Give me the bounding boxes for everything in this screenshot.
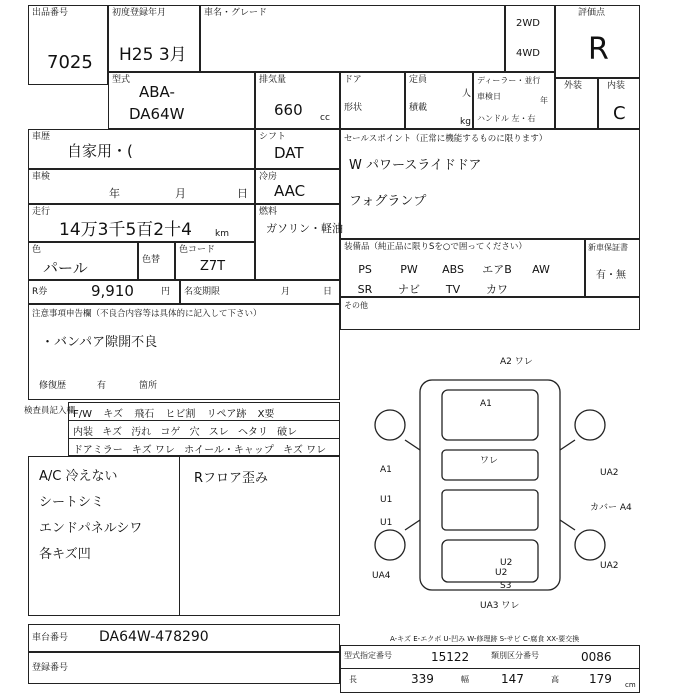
recycle-cell <box>28 280 180 304</box>
equipment-sr: SR <box>357 283 373 296</box>
car-body-outline <box>420 380 560 590</box>
equipment-pw: PW <box>400 263 418 276</box>
mark-a1-top: A1 <box>480 399 492 409</box>
hood-outline <box>442 390 538 440</box>
first-registration-label: 初度登録年月 <box>112 8 167 18</box>
repair-place: 箇所 <box>139 381 158 391</box>
spec-footer-divider <box>341 668 639 669</box>
inspector-wheel-crack: ワレ <box>306 445 327 456</box>
chassis-value: DA64W-478290 <box>99 629 209 645</box>
mileage-unit: km <box>215 229 229 239</box>
displacement-value: 660 <box>274 101 303 119</box>
mark-a1-left: A1 <box>380 465 392 475</box>
type-cell <box>108 72 255 129</box>
sales-point-cell <box>340 129 640 239</box>
model-grade-label: 車名・グレード <box>204 8 268 18</box>
dealer-cell <box>473 72 555 129</box>
inspector-comments <box>28 456 340 616</box>
inspector-divider-2 <box>69 438 339 439</box>
equipment-leather: カワ <box>486 283 508 296</box>
footer-label-a: 型式指定番号 <box>344 651 392 660</box>
comment-1: A/C 冷えない <box>39 469 118 484</box>
equipment-airbag: エアB <box>482 263 512 276</box>
equipment-tv: TV <box>445 283 461 296</box>
inspector-interior: 内装 <box>73 427 93 438</box>
mark-cover-a4: カバー A4 <box>590 503 632 513</box>
diagram-legend: A-キズ E-エクボ U-凹み W-修理跡 S-サビ C-腐食 XX-要交換 <box>390 635 580 643</box>
rear-outline <box>442 540 538 582</box>
mark-u2-b: U2 <box>500 558 513 568</box>
notes-item-1: ・バンパア隙開不良 <box>41 335 158 350</box>
drive-4wd: 4WD <box>516 48 540 59</box>
registration-cell <box>28 652 340 684</box>
footer-label-d: 幅 <box>461 675 469 684</box>
mark-u2: U2 <box>495 568 508 578</box>
equipment-abs: ABS <box>442 263 464 276</box>
first-registration-cell <box>108 5 200 72</box>
color-label: 色 <box>32 245 42 255</box>
footer-value-d: 147 <box>501 672 524 686</box>
comment-2: シートシミ <box>39 495 105 510</box>
inspection-day: 日 <box>237 187 248 200</box>
equipment-ps: PS <box>358 263 372 276</box>
comment-5: Rフロア歪み <box>194 471 269 486</box>
car-damage-diagram <box>350 350 640 620</box>
ac-cell <box>255 169 340 204</box>
door-shape-cell <box>340 72 405 129</box>
inspection-month: 月 <box>175 187 186 200</box>
new-car-warranty-cell <box>585 239 640 297</box>
inspector-wheel-scratch: キズ <box>283 445 303 456</box>
fuel-label: 燃料 <box>259 207 278 217</box>
mark-ua2-b: UA2 <box>600 561 619 571</box>
inspector-int-sag: ヘタリ <box>237 427 268 438</box>
grade-score-value: R <box>588 32 609 67</box>
sales-point-title: セールスポイント（正常に機能するものに限ります） <box>344 134 548 144</box>
lot-number-cell <box>28 5 108 85</box>
mark-u1-left: U1 <box>380 495 393 505</box>
shift-value: DAT <box>274 144 304 162</box>
color-code-cell <box>175 242 255 280</box>
load-unit: kg <box>460 117 471 127</box>
equipment-row-1 <box>343 258 563 277</box>
inspector-divider-1 <box>69 420 339 421</box>
equipment-row-2 <box>343 278 519 297</box>
new-car-warranty-value: 有・無 <box>596 270 626 281</box>
interior-label: 内装 <box>607 81 626 91</box>
color-change-cell <box>138 242 175 280</box>
type-value-1: ABA- <box>139 83 175 101</box>
other-cell <box>340 297 640 330</box>
repair-value: 有 <box>97 381 107 391</box>
mileage-label: 走行 <box>32 207 51 217</box>
grade-score-cell <box>555 5 640 78</box>
rear-right-wheel <box>575 530 605 560</box>
shape-label: 形状 <box>344 103 363 113</box>
inspector-int-burn: コゲ <box>160 427 181 438</box>
usage-cell <box>28 129 255 169</box>
inspector-row-1 <box>73 405 274 420</box>
door-label: ドア <box>344 75 362 85</box>
chassis-label: 車台番号 <box>32 633 69 643</box>
sales-point-line-2: フォグランプ <box>349 194 427 209</box>
drive-2wd: 2WD <box>516 18 540 29</box>
mark-crack: ワレ <box>480 456 499 466</box>
fuel-value: ガソリン・軽油 <box>266 222 343 235</box>
inspector-scratch: キズ <box>103 409 124 420</box>
drive-cell <box>505 5 555 72</box>
year-unit: 年 <box>540 96 548 105</box>
inspector-int-hole: 穴 <box>189 427 200 438</box>
mileage-cell <box>28 204 255 242</box>
inspector-int-dirt: 汚れ <box>131 427 152 438</box>
load-label: 積載 <box>409 103 428 113</box>
equipment-navi: ナビ <box>398 283 420 296</box>
type-value-2: DA64W <box>129 105 185 123</box>
new-car-warranty-label: 新車保証書 <box>588 243 628 252</box>
inspection-year: 年 <box>109 187 120 200</box>
inspector-mirror-crack: ワレ <box>154 445 175 456</box>
registration-label: 登録番号 <box>32 663 69 673</box>
name-change-cell <box>180 280 340 304</box>
equipment-title: 装備品（純正品に限りSを○で囲ってください） <box>344 242 527 252</box>
capacity-label: 定員 <box>409 75 428 85</box>
exterior-label: 外装 <box>564 81 583 91</box>
comment-3: エンドパネルシワ <box>39 521 143 536</box>
mark-s3: S3 <box>500 581 512 591</box>
ac-label: 冷房 <box>259 172 278 182</box>
footer-value-c: 339 <box>411 672 434 686</box>
capacity-unit: 人 <box>462 89 472 99</box>
other-label: その他 <box>344 301 368 310</box>
lot-number: 7025 <box>47 52 93 73</box>
mark-ua3: UA3 ワレ <box>480 601 520 611</box>
comments-divider <box>179 457 180 615</box>
spec-footer-cell <box>340 645 640 693</box>
handle-label: ハンドル 左・右 <box>477 114 536 123</box>
displacement-unit: cc <box>320 113 330 123</box>
inspector-mirror-scratch: キズ <box>131 445 152 456</box>
mark-a2: A2 ワレ <box>500 357 533 367</box>
footer-label-e: 高 <box>551 675 559 684</box>
shift-label: シフト <box>259 132 287 142</box>
notes-cell <box>28 304 340 400</box>
notes-title: 注意事項申告欄（不良合内容等は具体的に記入して下さい） <box>32 309 262 319</box>
footer-value-b: 0086 <box>581 650 612 664</box>
inspector-grid <box>68 402 340 456</box>
equipment-cell <box>340 239 585 297</box>
name-change-month: 月 <box>281 287 291 297</box>
inspector-int-wear: スレ <box>208 427 229 438</box>
color-cell <box>28 242 138 280</box>
usage-label: 車歴 <box>32 132 51 142</box>
rear-left-wheel <box>375 530 405 560</box>
shift-cell <box>255 129 340 169</box>
recycle-unit: 円 <box>161 287 171 297</box>
color-value: パール <box>43 259 88 277</box>
inspector-wheel: ホイール・キャップ <box>184 445 274 456</box>
inspection-label: 車検日 <box>477 92 501 101</box>
chassis-cell <box>28 624 340 652</box>
sales-point-line-1: W パワースライドドア <box>349 158 482 173</box>
inspection-date-label: 車検 <box>32 172 51 182</box>
inspector-crack: ヒビ割 <box>165 409 196 420</box>
mark-ua4: UA4 <box>372 571 391 581</box>
capacity-cell <box>405 72 473 129</box>
recycle-label: R券 <box>32 287 48 297</box>
name-change-label: 名変期限 <box>184 287 221 297</box>
inspector-label: 検査員記入欄 <box>24 406 76 416</box>
mark-u1-left-2: U1 <box>380 518 393 528</box>
interior-cell <box>598 78 640 129</box>
footer-label-c: 長 <box>349 675 357 684</box>
displacement-cell <box>255 72 340 129</box>
recycle-value: 9,910 <box>91 282 134 300</box>
model-grade-cell <box>200 5 505 72</box>
color-code-label: 色コード <box>179 245 216 255</box>
comment-4: 各キズ凹 <box>39 547 91 562</box>
first-registration-value: H25 3月 <box>119 45 187 65</box>
color-change-label: 色替 <box>142 255 161 265</box>
fuel-cell <box>255 204 343 280</box>
interior-value: C <box>613 103 626 124</box>
inspector-int-scratch: キズ <box>102 427 122 438</box>
lot-number-label: 出品番号 <box>32 8 69 18</box>
equipment-aw: AW <box>532 263 550 276</box>
footer-unit: cm <box>625 681 636 689</box>
ac-value: AAC <box>274 182 306 200</box>
inspector-stone: 飛石 <box>134 409 155 420</box>
roof-outline <box>442 490 538 530</box>
repair-label: 修復歴 <box>39 381 67 391</box>
mark-ua2: UA2 <box>600 468 619 478</box>
name-change-day: 日 <box>323 287 333 297</box>
front-right-wheel <box>575 410 605 440</box>
inspection-date-cell <box>28 169 255 204</box>
inspector-int-tear: 破レ <box>277 427 298 438</box>
footer-value-e: 179 <box>589 672 612 686</box>
inspector-fw: F/W <box>73 409 93 420</box>
grade-score-label: 評価点 <box>578 8 606 18</box>
color-code-value: Z7T <box>200 259 226 274</box>
inspector-row-2 <box>73 423 297 438</box>
type-label: 型式 <box>112 75 131 85</box>
exterior-cell <box>555 78 598 129</box>
displacement-label: 排気量 <box>259 75 287 85</box>
inspector-mirror: ドアミラー <box>73 445 123 456</box>
front-left-wheel <box>375 410 405 440</box>
inspector-repair: リペア跡 <box>206 409 247 420</box>
footer-value-a: 15122 <box>431 650 470 664</box>
inspector-row-3 <box>73 441 326 456</box>
inspector-replace: X要 <box>257 409 275 420</box>
mileage-value: 14万3千5百2十4 <box>59 220 192 240</box>
footer-label-b: 類別区分番号 <box>491 651 539 660</box>
dealer-label: ディーラー・並行 <box>477 76 541 85</box>
usage-value: 自家用・( <box>67 142 133 160</box>
